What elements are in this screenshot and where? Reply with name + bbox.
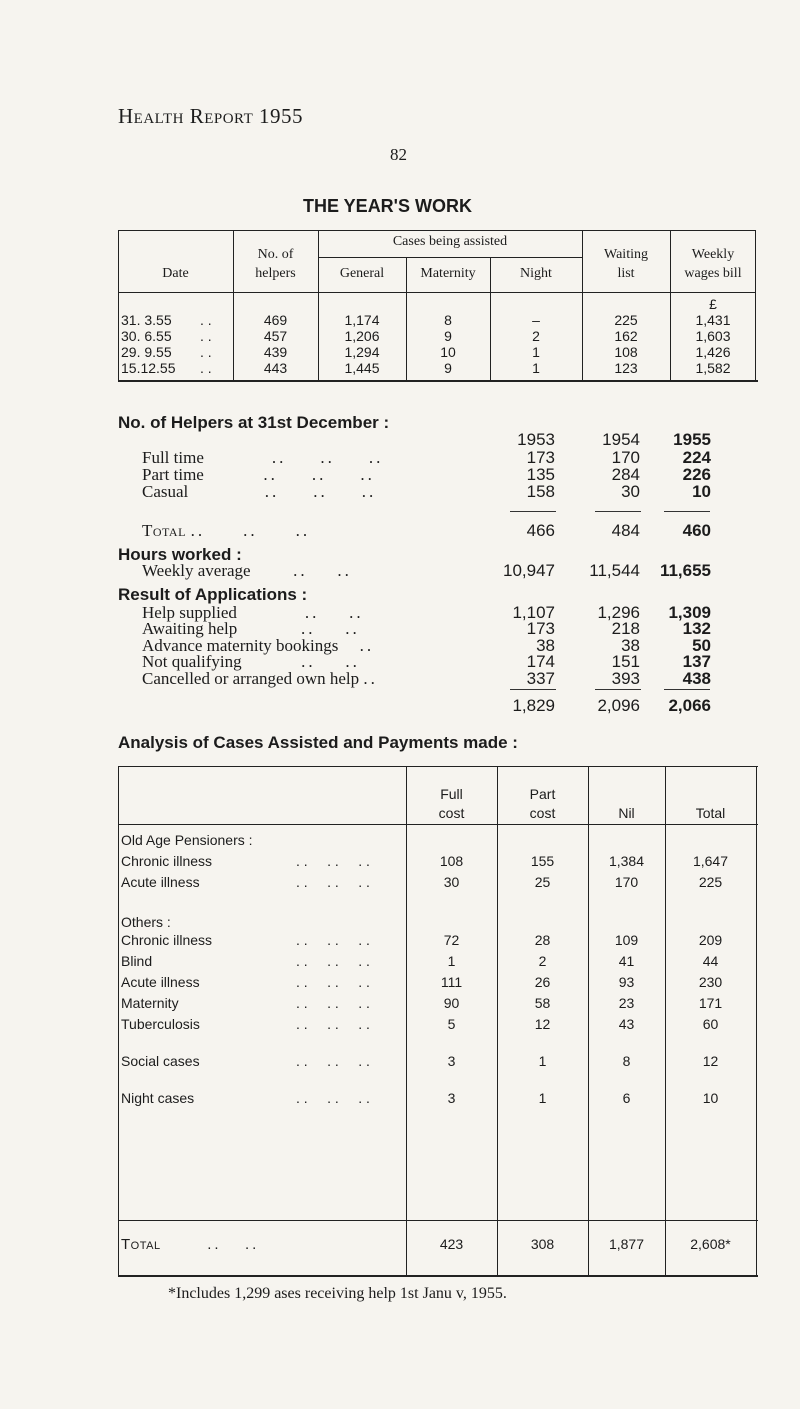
analysis-row-value: 90 [443, 995, 460, 1011]
helpers-total-1953: 466 [526, 520, 555, 540]
table-cell-maternity: 10 [440, 344, 456, 360]
analysis-row-value: 1,384 [608, 853, 645, 869]
table-cell-helpers: 443 [263, 360, 288, 376]
header-cases-group: Cases being assisted [392, 234, 508, 249]
analysis-row-label: Chronic illness [121, 853, 213, 869]
year-1954: 1954 [602, 430, 640, 450]
applications-row-value: 173 [526, 619, 555, 639]
header-full-1: Full [440, 786, 463, 802]
table-cell-date: 30. 6.55 [121, 328, 172, 344]
analysis-row-value: 23 [618, 995, 635, 1011]
table-cell-general: 1,174 [344, 312, 380, 328]
analysis-row-value: 41 [618, 953, 635, 969]
header-part-2: cost [529, 805, 556, 821]
analysis-row-label: Night cases [121, 1090, 195, 1106]
applications-row-label: Cancelled or arranged own help .. [142, 669, 378, 689]
table-cell-waiting: 225 [614, 312, 638, 328]
applications-heading: Result of Applications : [118, 585, 308, 605]
applications-total-1954: 2,096 [597, 695, 640, 715]
applications-row-value: 137 [682, 652, 711, 672]
applications-total-1955: 2,066 [668, 695, 711, 715]
analysis-row-value: 1,647 [692, 853, 729, 869]
applications-row-value: 393 [611, 669, 640, 689]
applications-row-value: 151 [611, 652, 640, 672]
applications-row-value: 1,296 [597, 602, 640, 622]
helpers-row-label: Part time .. .. .. [142, 464, 375, 484]
applications-row-value: 38 [536, 635, 555, 655]
applications-row-label: Not qualifying .. .. [142, 652, 360, 672]
analysis-row-value: 43 [618, 1016, 635, 1032]
hours-row-label: Weekly average .. .. [142, 561, 352, 581]
analysis-row-value: 155 [530, 853, 555, 869]
table-cell-night: 1 [532, 344, 540, 360]
helpers-row-label: Full time .. .. .. [142, 447, 384, 467]
table-cell-maternity: 8 [444, 312, 452, 328]
header-date: Date [162, 266, 189, 281]
analysis-table [118, 766, 758, 1366]
leader-dots: . . . . . . [296, 953, 370, 969]
leader-dots: . . . . . . [296, 974, 370, 990]
analysis-row-value: 58 [534, 995, 551, 1011]
helpers-row-value: 135 [526, 464, 555, 484]
analysis-row-value: 171 [698, 995, 723, 1011]
helpers-row-value: 30 [621, 482, 640, 502]
applications-row-label: Awaiting help .. .. [142, 619, 360, 639]
analysis-row-label: Chronic illness [121, 932, 213, 948]
helpers-heading: No. of Helpers at 31st December : [118, 413, 390, 432]
applications-row-label: Advance maternity bookings .. [142, 635, 375, 655]
report-header: Health Report 1955 [118, 104, 304, 128]
header-night: Night [520, 266, 552, 281]
table-cell-night: – [532, 312, 540, 328]
analysis-total-part: 308 [530, 1236, 555, 1252]
leader-dots: . . . . . . [296, 932, 370, 948]
header-total: Total [695, 805, 726, 821]
analysis-row-value: 1 [538, 1090, 547, 1106]
table-cell-date: 15.12.55 [121, 360, 176, 376]
analysis-row-value: 8 [622, 1053, 631, 1069]
analysis-row-value: 1 [538, 1053, 547, 1069]
hours-1955: 11,655 [659, 561, 711, 581]
leader-dots: . . [200, 344, 212, 360]
table-cell-date: 31. 3.55 [121, 312, 172, 328]
leader-dots: . . [200, 312, 212, 328]
analysis-row-value: 108 [439, 853, 464, 869]
applications-row-label: Help supplied .. .. [142, 602, 364, 622]
leader-dots: . . . . . . [296, 853, 370, 869]
analysis-total-total: 2,608* [690, 1236, 731, 1252]
leader-dots: . . . . . . [296, 995, 370, 1011]
table-cell-general: 1,206 [344, 328, 380, 344]
table-cell-helpers: 439 [263, 344, 288, 360]
helpers-row-value: 158 [526, 482, 555, 502]
analysis-row-value: 6 [622, 1090, 631, 1106]
analysis-total-nil: 1,877 [608, 1236, 645, 1252]
table-cell-waiting: 162 [614, 328, 638, 344]
table-cell-night: 1 [532, 360, 540, 376]
helpers-row-value: 170 [611, 447, 640, 467]
leader-dots: . . . . . . [296, 874, 370, 890]
table-cell-helpers: 469 [263, 312, 288, 328]
analysis-row-value: 209 [698, 932, 723, 948]
table-cell-maternity: 9 [444, 360, 452, 376]
analysis-row-label: Blind [121, 953, 153, 969]
analysis-total-label: Total .. .. [121, 1236, 260, 1253]
header-maternity: Maternity [420, 266, 476, 281]
header-full-2: cost [438, 805, 465, 821]
header-waiting-2: list [617, 266, 635, 281]
helpers-row-value: 284 [611, 464, 640, 484]
header-general: General [339, 266, 385, 281]
table-cell-wages: 1,431 [695, 312, 731, 328]
applications-row-value: 438 [682, 669, 711, 689]
table-cell-general: 1,445 [344, 360, 380, 376]
helpers-row-value: 10 [692, 482, 711, 502]
analysis-row-value: 10 [702, 1090, 719, 1106]
header-helpers-2: helpers [255, 266, 296, 281]
analysis-row-value: 111 [440, 974, 463, 990]
year-1953: 1953 [517, 430, 555, 450]
leader-dots: . . . . . . [296, 1016, 370, 1032]
year-1955: 1955 [673, 430, 711, 450]
hours-1953: 10,947 [503, 561, 555, 581]
analysis-row-label: Social cases [121, 1053, 200, 1069]
helpers-total-1955: 460 [682, 520, 711, 540]
analysis-row-value: 3 [447, 1090, 456, 1106]
helpers-row-label: Casual .. .. .. [142, 482, 377, 502]
analysis-row-value: 25 [534, 874, 551, 890]
analysis-row-value: 28 [534, 932, 551, 948]
applications-row-value: 337 [526, 669, 555, 689]
currency-symbol: £ [709, 296, 717, 312]
analysis-row-label: Tuberculosis [121, 1016, 200, 1032]
table-cell-waiting: 123 [614, 360, 638, 376]
group-old-age: Old Age Pensioners : [121, 832, 253, 848]
analysis-row-value: 230 [698, 974, 723, 990]
analysis-row-value: 60 [702, 1016, 719, 1032]
applications-row-value: 218 [611, 619, 640, 639]
table-cell-general: 1,294 [344, 344, 380, 360]
helpers-row-value: 173 [526, 447, 555, 467]
helpers-total-1954: 484 [611, 520, 640, 540]
analysis-row-label: Acute illness [121, 874, 200, 890]
analysis-row-value: 2 [538, 953, 547, 969]
table-cell-night: 2 [532, 328, 540, 344]
footnote: *Includes 1,299 ases receiving help 1st Janu v, 1955. [168, 1285, 507, 1302]
header-part-1: Part [529, 786, 556, 802]
analysis-row-value: 44 [702, 953, 719, 969]
applications-total-1953: 1,829 [512, 695, 555, 715]
leader-dots: . . [200, 360, 212, 376]
analysis-row-value: 170 [614, 874, 639, 890]
header-helpers-1: No. of [257, 247, 294, 262]
header-nil: Nil [618, 805, 635, 821]
analysis-total-full: 423 [439, 1236, 464, 1252]
table-cell-wages: 1,603 [695, 328, 731, 344]
leader-dots: . . [200, 328, 212, 344]
hours-1954: 11,544 [589, 561, 640, 581]
table-cell-wages: 1,582 [695, 360, 731, 376]
header-wages-1: Weekly [691, 247, 735, 262]
page-title: THE YEAR'S WORK [303, 196, 472, 216]
applications-row-value: 1,107 [512, 602, 555, 622]
analysis-row-value: 109 [614, 932, 639, 948]
table-cell-waiting: 108 [614, 344, 638, 360]
leader-dots: . . . . . . [296, 1090, 370, 1106]
analysis-row-value: 26 [534, 974, 551, 990]
applications-row-value: 132 [682, 619, 711, 639]
weekly-cases-table [118, 230, 756, 382]
applications-row-value: 38 [621, 635, 640, 655]
leader-dots: . . . . . . [296, 1053, 370, 1069]
analysis-row-value: 1 [447, 953, 456, 969]
applications-row-value: 1,309 [668, 602, 711, 622]
table-cell-maternity: 9 [444, 328, 452, 344]
hours-heading: Hours worked : [118, 544, 242, 564]
analysis-row-value: 72 [443, 932, 460, 948]
helpers-total-label: Total .. .. .. [142, 520, 311, 540]
analysis-row-value: 5 [447, 1016, 456, 1032]
helpers-row-value: 224 [682, 447, 711, 467]
analysis-row-value: 12 [702, 1053, 719, 1069]
group-others: Others : [121, 914, 171, 930]
applications-row-value: 174 [526, 652, 555, 672]
analysis-row-label: Acute illness [121, 974, 200, 990]
applications-row-value: 50 [692, 635, 711, 655]
page-number: 82 [390, 145, 407, 164]
analysis-heading: Analysis of Cases Assisted and Payments made : [118, 733, 518, 752]
analysis-row-value: 3 [447, 1053, 456, 1069]
table-cell-date: 29. 9.55 [121, 344, 172, 360]
analysis-row-value: 225 [698, 874, 723, 890]
analysis-row-label: Maternity [121, 995, 179, 1011]
header-waiting-1: Waiting [604, 247, 648, 262]
table-cell-wages: 1,426 [695, 344, 731, 360]
analysis-row-value: 30 [443, 874, 460, 890]
header-wages-2: wages bill [684, 266, 742, 281]
helpers-row-value: 226 [682, 464, 711, 484]
analysis-row-value: 93 [618, 974, 635, 990]
analysis-row-value: 12 [534, 1016, 551, 1032]
table-cell-helpers: 457 [263, 328, 288, 344]
